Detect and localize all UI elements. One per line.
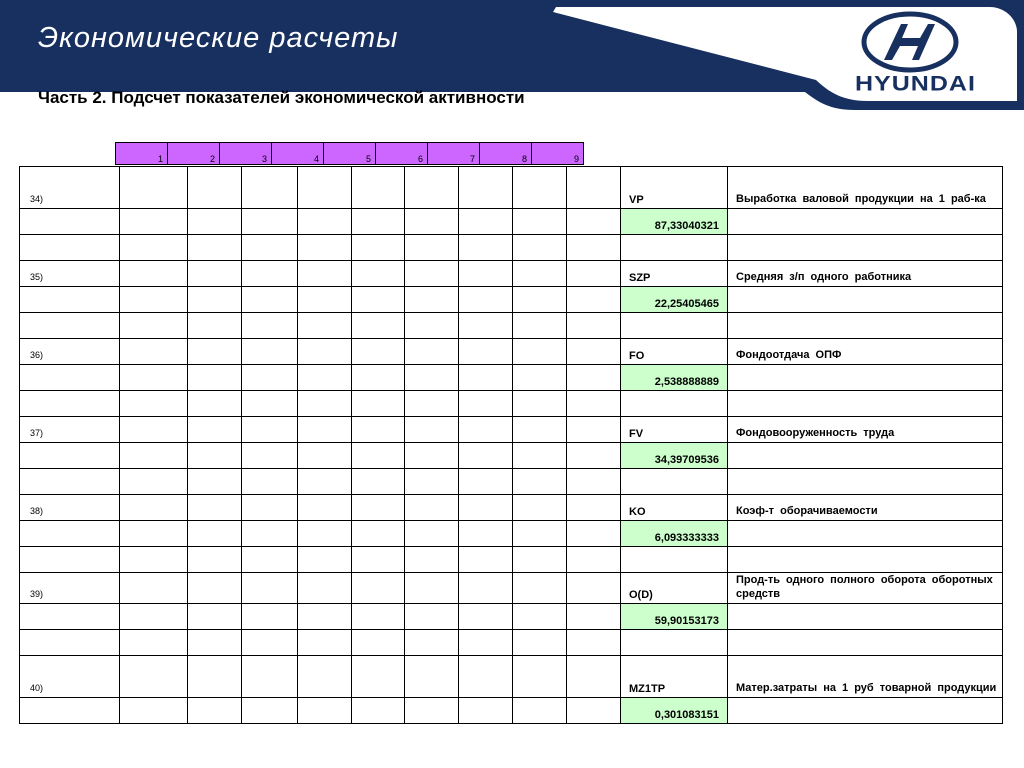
table-cell <box>298 443 352 469</box>
table-cell <box>298 365 352 391</box>
table-cell <box>459 698 513 724</box>
indicator-code: FV <box>621 417 728 443</box>
table-cell <box>352 495 405 521</box>
table-cell <box>405 547 459 573</box>
table-cell <box>567 167 621 209</box>
table-cell <box>120 630 188 656</box>
indicator-row <box>20 339 1003 365</box>
table-cell <box>567 261 621 287</box>
table-cell <box>188 235 242 261</box>
table-cell <box>728 604 1003 630</box>
table-cell <box>242 521 298 547</box>
table-cell <box>20 313 120 339</box>
brand-logo-text: HYUNDAI <box>855 72 976 96</box>
table-cell <box>405 698 459 724</box>
indicator-row <box>20 261 1003 287</box>
table-cell <box>567 521 621 547</box>
table-cell <box>728 235 1003 261</box>
table-cell <box>298 656 352 698</box>
table-cell <box>20 209 120 235</box>
table-cell <box>728 313 1003 339</box>
table-cell <box>459 469 513 495</box>
table-cell <box>728 521 1003 547</box>
table-cell <box>513 287 567 313</box>
indicator-number: 34) <box>20 167 120 209</box>
table-cell <box>20 443 120 469</box>
table-cell <box>513 391 567 417</box>
table-cell <box>120 521 188 547</box>
table-cell <box>120 656 188 698</box>
table-cell <box>405 417 459 443</box>
table-cell <box>20 604 120 630</box>
table-cell <box>621 391 728 417</box>
table-cell <box>188 365 242 391</box>
table-cell <box>405 604 459 630</box>
indicator-value: 6,093333333 <box>621 521 728 547</box>
table-cell <box>621 547 728 573</box>
indicator-value-row <box>20 209 1003 235</box>
column-number: 9 <box>532 143 584 165</box>
indicator-code: VP <box>621 167 728 209</box>
spacer-row <box>20 547 1003 573</box>
table-cell <box>405 495 459 521</box>
indicator-code: SZP <box>621 261 728 287</box>
table-cell <box>352 656 405 698</box>
table-cell <box>459 339 513 365</box>
table-cell <box>188 573 242 604</box>
table-cell <box>120 443 188 469</box>
table-cell <box>513 521 567 547</box>
table-cell <box>567 630 621 656</box>
table-cell <box>298 604 352 630</box>
indicator-description: Матер.затраты на 1 руб товарной продукции <box>728 656 1003 698</box>
indicator-row <box>20 656 1003 698</box>
table-cell <box>728 365 1003 391</box>
table-cell <box>621 630 728 656</box>
table-cell <box>242 547 298 573</box>
indicator-code: MZ1TP <box>621 656 728 698</box>
indicator-code: O(D) <box>621 573 728 604</box>
table-cell <box>188 261 242 287</box>
table-cell <box>120 604 188 630</box>
table-cell <box>298 521 352 547</box>
table-cell <box>298 209 352 235</box>
table-cell <box>567 604 621 630</box>
spacer-row <box>20 235 1003 261</box>
indicators-table-body <box>20 167 1003 724</box>
table-cell <box>352 547 405 573</box>
table-cell <box>242 391 298 417</box>
spacer-row <box>20 313 1003 339</box>
table-cell <box>567 495 621 521</box>
indicator-description: Прод-ть одного полного оборота оборотных средств <box>728 573 1003 604</box>
column-number: 3 <box>220 143 272 165</box>
table-cell <box>188 495 242 521</box>
indicator-code: KO <box>621 495 728 521</box>
indicator-description: Средняя з/п одного работника <box>728 261 1003 287</box>
table-cell <box>513 656 567 698</box>
table-cell <box>120 313 188 339</box>
indicator-number: 38) <box>20 495 120 521</box>
table-cell <box>513 235 567 261</box>
table-cell <box>728 698 1003 724</box>
column-number: 2 <box>168 143 220 165</box>
table-cell <box>513 443 567 469</box>
table-cell <box>242 417 298 443</box>
table-cell <box>405 261 459 287</box>
indicator-value: 0,301083151 <box>621 698 728 724</box>
table-cell <box>567 698 621 724</box>
table-cell <box>405 656 459 698</box>
indicator-value-row <box>20 365 1003 391</box>
table-cell <box>513 417 567 443</box>
table-cell <box>352 209 405 235</box>
table-cell <box>621 469 728 495</box>
table-cell <box>188 313 242 339</box>
indicator-value-row <box>20 521 1003 547</box>
table-cell <box>352 313 405 339</box>
table-cell <box>459 209 513 235</box>
table-cell <box>567 209 621 235</box>
table-cell <box>621 313 728 339</box>
table-cell <box>352 287 405 313</box>
table-cell <box>242 443 298 469</box>
indicator-row <box>20 495 1003 521</box>
table-cell <box>242 287 298 313</box>
indicator-value: 22,25405465 <box>621 287 728 313</box>
table-cell <box>20 698 120 724</box>
indicator-code: FO <box>621 339 728 365</box>
table-cell <box>242 261 298 287</box>
table-cell <box>298 167 352 209</box>
table-cell <box>352 235 405 261</box>
table-cell <box>188 417 242 443</box>
table-cell <box>120 365 188 391</box>
table-cell <box>188 630 242 656</box>
indicator-number: 37) <box>20 417 120 443</box>
table-cell <box>298 630 352 656</box>
indicator-number: 39) <box>20 573 120 604</box>
table-cell <box>405 235 459 261</box>
table-cell <box>242 573 298 604</box>
table-cell <box>513 339 567 365</box>
table-cell <box>20 630 120 656</box>
table-cell <box>298 287 352 313</box>
table-cell <box>405 167 459 209</box>
table-cell <box>352 417 405 443</box>
table-cell <box>298 391 352 417</box>
table-cell <box>728 630 1003 656</box>
table-cell <box>298 235 352 261</box>
table-cell <box>405 339 459 365</box>
table-cell <box>513 313 567 339</box>
table-cell <box>242 698 298 724</box>
table-cell <box>188 391 242 417</box>
table-cell <box>352 261 405 287</box>
table-cell <box>567 573 621 604</box>
table-cell <box>728 547 1003 573</box>
table-cell <box>298 417 352 443</box>
table-cell <box>567 469 621 495</box>
indicators-table <box>19 166 1003 724</box>
indicator-number: 40) <box>20 656 120 698</box>
column-number: 1 <box>116 143 168 165</box>
table-cell <box>621 235 728 261</box>
table-cell <box>567 443 621 469</box>
table-cell <box>120 339 188 365</box>
table-cell <box>242 313 298 339</box>
table-cell <box>567 339 621 365</box>
table-cell <box>242 469 298 495</box>
table-cell <box>459 495 513 521</box>
table-cell <box>188 339 242 365</box>
table-cell <box>120 573 188 604</box>
table-cell <box>405 365 459 391</box>
column-number: 7 <box>428 143 480 165</box>
indicator-value-row <box>20 604 1003 630</box>
table-cell <box>459 167 513 209</box>
table-cell <box>120 235 188 261</box>
table-cell <box>405 521 459 547</box>
table-cell <box>188 167 242 209</box>
table-cell <box>20 287 120 313</box>
indicator-description: Фондоотдача ОПФ <box>728 339 1003 365</box>
table-cell <box>298 573 352 604</box>
table-cell <box>459 391 513 417</box>
table-cell <box>405 573 459 604</box>
table-cell <box>20 521 120 547</box>
table-cell <box>20 235 120 261</box>
table-cell <box>188 209 242 235</box>
table-cell <box>728 287 1003 313</box>
table-cell <box>120 167 188 209</box>
table-cell <box>188 547 242 573</box>
indicator-value: 59,90153173 <box>621 604 728 630</box>
table-cell <box>567 287 621 313</box>
table-cell <box>459 417 513 443</box>
table-cell <box>298 698 352 724</box>
table-cell <box>188 604 242 630</box>
table-cell <box>513 167 567 209</box>
table-cell <box>513 573 567 604</box>
table-cell <box>298 495 352 521</box>
table-cell <box>188 287 242 313</box>
table-cell <box>728 391 1003 417</box>
table-cell <box>20 365 120 391</box>
table-cell <box>298 547 352 573</box>
indicator-value: 2,538888889 <box>621 365 728 391</box>
table-cell <box>513 630 567 656</box>
table-cell <box>120 209 188 235</box>
table-cell <box>513 547 567 573</box>
table-cell <box>352 469 405 495</box>
table-cell <box>513 261 567 287</box>
table-cell <box>352 698 405 724</box>
table-cell <box>459 573 513 604</box>
table-cell <box>459 521 513 547</box>
indicator-value-row <box>20 698 1003 724</box>
table-cell <box>242 604 298 630</box>
table-cell <box>188 656 242 698</box>
table-cell <box>298 339 352 365</box>
table-cell <box>352 391 405 417</box>
table-cell <box>188 443 242 469</box>
table-cell <box>20 547 120 573</box>
section-subtitle: Часть 2. Подсчет показателей экономической активности <box>38 88 525 107</box>
table-cell <box>242 209 298 235</box>
indicator-description: Выработка валовой продукции на 1 раб-ка <box>728 167 1003 209</box>
table-cell <box>242 339 298 365</box>
indicator-number: 35) <box>20 261 120 287</box>
table-cell <box>405 469 459 495</box>
table-cell <box>352 339 405 365</box>
table-cell <box>459 547 513 573</box>
table-cell <box>459 365 513 391</box>
table-cell <box>459 261 513 287</box>
column-number: 5 <box>324 143 376 165</box>
table-cell <box>242 630 298 656</box>
table-cell <box>298 261 352 287</box>
table-cell <box>120 469 188 495</box>
table-cell <box>567 417 621 443</box>
table-cell <box>405 630 459 656</box>
table-cell <box>242 167 298 209</box>
table-cell <box>459 630 513 656</box>
spacer-row <box>20 391 1003 417</box>
page-title: Экономические расчеты <box>38 22 399 54</box>
indicator-row <box>20 167 1003 209</box>
indicator-description: Коэф-т оборачиваемости <box>728 495 1003 521</box>
table-cell <box>352 521 405 547</box>
indicator-row <box>20 417 1003 443</box>
indicator-value: 34,39709536 <box>621 443 728 469</box>
table-cell <box>728 209 1003 235</box>
table-cell <box>405 287 459 313</box>
table-cell <box>120 417 188 443</box>
table-cell <box>120 495 188 521</box>
table-cell <box>513 604 567 630</box>
table-cell <box>188 698 242 724</box>
table-cell <box>567 235 621 261</box>
indicator-row <box>20 573 1003 604</box>
table-cell <box>352 365 405 391</box>
table-cell <box>459 235 513 261</box>
table-cell <box>567 656 621 698</box>
table-cell <box>567 547 621 573</box>
table-cell <box>352 604 405 630</box>
table-cell <box>20 469 120 495</box>
table-cell <box>459 656 513 698</box>
table-cell <box>242 365 298 391</box>
table-cell <box>405 313 459 339</box>
table-cell <box>242 235 298 261</box>
table-cell <box>352 443 405 469</box>
table-cell <box>120 698 188 724</box>
table-cell <box>459 287 513 313</box>
indicator-value-row <box>20 287 1003 313</box>
table-cell <box>20 391 120 417</box>
table-cell <box>188 469 242 495</box>
table-cell <box>567 391 621 417</box>
spacer-row <box>20 630 1003 656</box>
column-number: 6 <box>376 143 428 165</box>
table-cell <box>405 443 459 469</box>
table-cell <box>298 469 352 495</box>
table-cell <box>459 313 513 339</box>
table-cell <box>242 495 298 521</box>
table-cell <box>459 443 513 469</box>
table-cell <box>352 167 405 209</box>
table-cell <box>120 547 188 573</box>
table-cell <box>513 365 567 391</box>
table-cell <box>298 313 352 339</box>
table-cell <box>352 630 405 656</box>
column-number: 4 <box>272 143 324 165</box>
table-cell <box>242 656 298 698</box>
indicator-value: 87,33040321 <box>621 209 728 235</box>
table-cell <box>728 443 1003 469</box>
column-number: 8 <box>480 143 532 165</box>
table-cell <box>120 391 188 417</box>
column-number-header <box>115 142 584 165</box>
table-cell <box>728 469 1003 495</box>
table-cell <box>352 573 405 604</box>
table-cell <box>513 209 567 235</box>
table-cell <box>405 209 459 235</box>
table-cell <box>567 365 621 391</box>
indicator-value-row <box>20 443 1003 469</box>
table-cell <box>567 313 621 339</box>
table-cell <box>405 391 459 417</box>
table-cell <box>513 469 567 495</box>
spacer-row <box>20 469 1003 495</box>
table-cell <box>120 261 188 287</box>
table-cell <box>513 495 567 521</box>
table-cell <box>188 521 242 547</box>
indicator-description: Фондовооруженность труда <box>728 417 1003 443</box>
table-cell <box>120 287 188 313</box>
table-cell <box>513 698 567 724</box>
table-cell <box>459 604 513 630</box>
indicator-number: 36) <box>20 339 120 365</box>
